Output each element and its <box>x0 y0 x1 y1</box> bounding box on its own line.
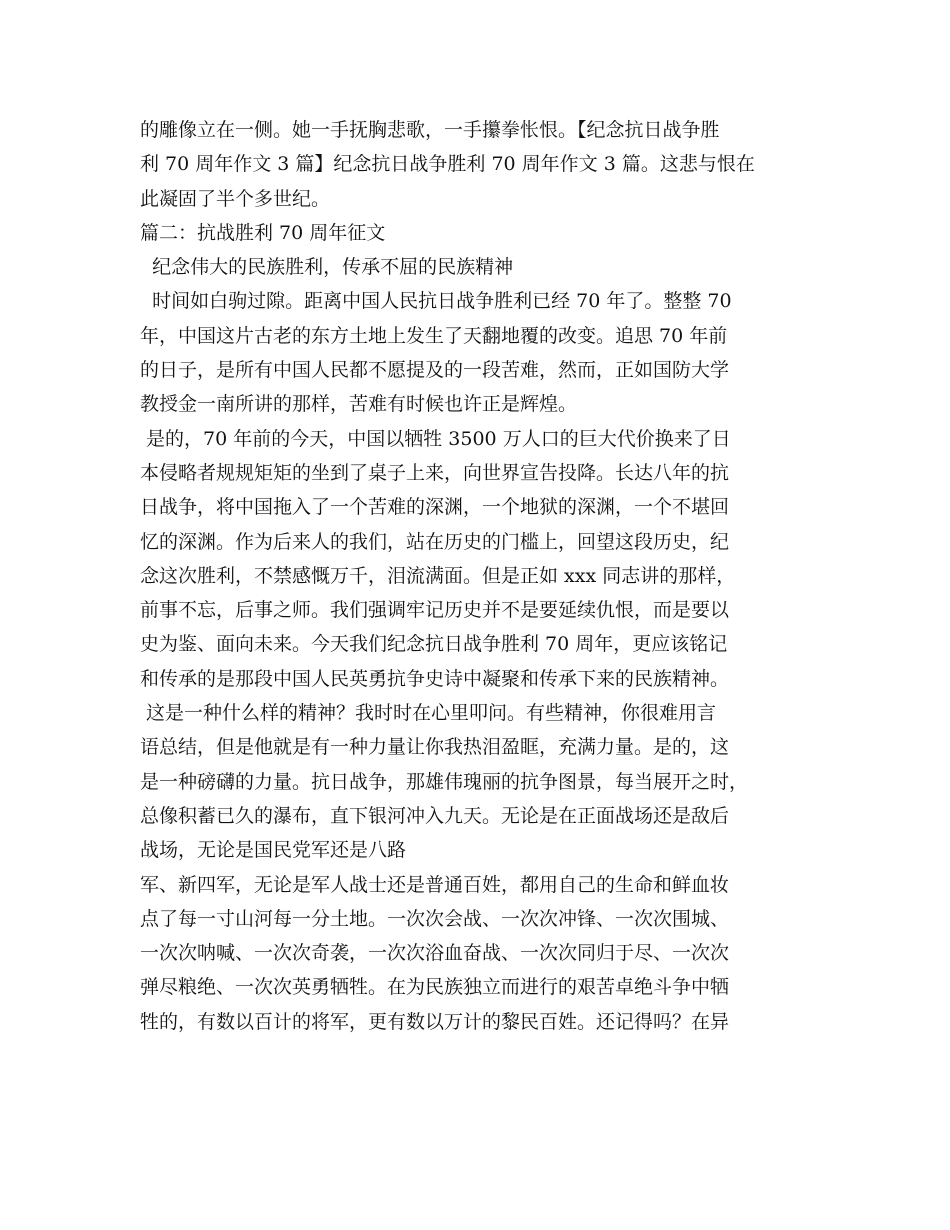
text-line: 忆的深渊。作为后来人的我们，站在历史的门槛上，回望这段历史，纪 <box>140 530 730 553</box>
text-line: 是一种磅礴的力量。抗日战争，那雄伟瑰丽的抗争图景，每当展开之时， <box>140 770 749 793</box>
text-line: 的雕像立在一侧。她一手抚胸悲歌，一手攥拳怅恨。【纪念抗日战争胜 <box>140 119 720 141</box>
text-line: 是的，70 年前的今天，中国以牺牲 3500 万人口的巨大代价换来了日 <box>140 427 731 450</box>
section-heading: 篇二：抗战胜利 70 周年征文 <box>140 221 386 244</box>
document-body <box>140 113 840 1039</box>
text-line: 念这次胜利，不禁感慨万千，泪流满面。但是正如 xxx 同志讲的那样， <box>140 564 736 587</box>
text-line: 时间如白驹过隙。距离中国人民抗日战争胜利已经 70 年了。整整 70 <box>140 290 732 313</box>
text-line: 一次次呐喊、一次次奇袭，一次次浴血奋战、一次次同归于尽、一次次 <box>140 942 730 965</box>
text-line: 战场，无论是国民党军还是八路 <box>140 839 407 862</box>
text-line: 总像积蓄已久的瀑布，直下银河冲入九天。无论是在正面战场还是敌后 <box>140 804 730 827</box>
text-line: 语总结，但是他就是有一种力量让你我热泪盈眶，充满力量。是的，这 <box>140 736 730 759</box>
text-line: 和传承的是那段中国人民英勇抗争史诗中凝聚和传承下来的民族精神。 <box>140 667 730 690</box>
text-line: 年，中国这片古老的东方土地上发生了天翻地覆的改变。追思 70 年前 <box>140 324 728 347</box>
text-line: 军、新四军，无论是军人战士还是普通百姓，都用自己的生命和鲜血妆 <box>140 873 730 896</box>
text-line: 此凝固了半个多世纪。 <box>140 187 331 210</box>
text-line: 利 70 周年作文 3 篇】纪念抗日战争胜利 70 周年作文 3 篇。这悲与恨在 <box>140 153 755 176</box>
text-line: 前事不忘，后事之师。我们强调牢记历史并不是要延续仇恨，而是要以 <box>140 599 730 622</box>
text-line: 史为鉴、面向未来。今天我们纪念抗日战争胜利 70 周年，更应该铭记 <box>140 633 728 656</box>
text-line: 点了每一寸山河每一分土地。一次次会战、一次次冲锋、一次次围城、 <box>140 907 730 930</box>
text-line: 本侵略者规规矩矩的坐到了桌子上来，向世界宣告投降。长达八年的抗 <box>140 461 730 484</box>
text-line: 教授金一南所讲的那样，苦难有时候也许正是辉煌。 <box>140 393 578 416</box>
text-line: 这是一种什么样的精神？我时时在心里叩问。有些精神，你很难用言 <box>140 702 717 725</box>
text-line: 弹尽粮绝、一次次英勇牺牲。在为民族独立而进行的艰苦卓绝斗争中牺 <box>140 976 730 999</box>
text-line: 日战争，将中国拖入了一个苦难的深渊，一个地狱的深渊，一个不堪回 <box>140 496 730 519</box>
article-title: 纪念伟大的民族胜利，传承不屈的民族精神 <box>140 256 514 279</box>
text-line: 牲的，有数以百计的将军，更有数以万计的黎民百姓。还记得吗？在异 <box>140 1010 730 1033</box>
text-line: 的日子，是所有中国人民都不愿提及的一段苦难，然而，正如国防大学 <box>140 359 730 382</box>
